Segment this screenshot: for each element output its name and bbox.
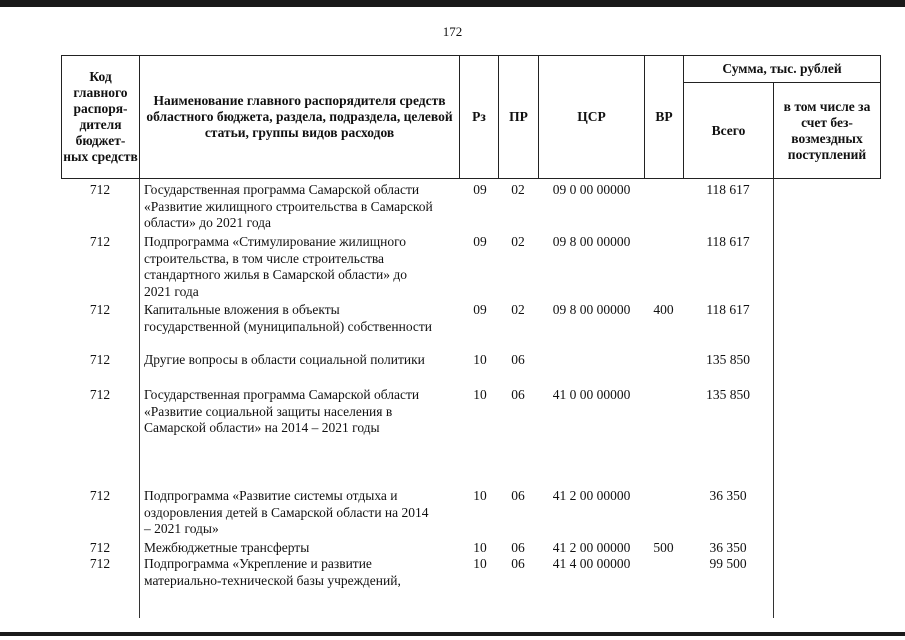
cell-name: Подпрограмма «Стимулирование жилищного строительства, в том числе строительства стандартного жилья в Самарской области» до 2021 года xyxy=(144,234,407,299)
cell-name: Межбюджетные трансферты xyxy=(144,540,310,555)
cell-pr: 06 xyxy=(511,488,525,503)
header-total: Всего xyxy=(711,122,746,138)
cell-name: Другие вопросы в области социальной политики xyxy=(144,352,425,367)
bottom-border xyxy=(0,632,905,636)
cell-total: 99 500 xyxy=(709,556,747,571)
code-name-divider xyxy=(139,179,140,618)
cell-csr: 41 4 00 00000 xyxy=(552,556,631,571)
cell-pr: 06 xyxy=(511,387,525,402)
cell-pr: 06 xyxy=(511,540,525,555)
page-number: 172 xyxy=(442,24,463,39)
cell-pr: 02 xyxy=(511,302,525,317)
cell-rz: 10 xyxy=(473,488,487,503)
cell-csr: 41 2 00 00000 xyxy=(552,488,631,503)
cell-total: 36 350 xyxy=(709,540,747,555)
header-vr: ВР xyxy=(655,108,673,124)
cell-total: 118 617 xyxy=(706,234,750,249)
cell-total: 135 850 xyxy=(706,387,750,402)
top-border xyxy=(0,0,905,7)
cell-rz: 10 xyxy=(473,540,487,555)
cell-code: 712 xyxy=(89,234,111,249)
cell-code: 712 xyxy=(89,387,111,402)
header-rz: Рз xyxy=(472,108,486,124)
cell-pr: 06 xyxy=(511,556,525,571)
header-free: в том числе за счет без- возмездных поступлений xyxy=(783,98,871,162)
cell-rz: 09 xyxy=(473,182,487,197)
cell-rz: 09 xyxy=(473,234,487,249)
header-name: Наименование главного распорядителя средств областного бюджета, раздела, подраздела, целевой статьи, группы видов расходов xyxy=(146,92,453,140)
total-free-divider xyxy=(773,179,774,618)
cell-vr: 500 xyxy=(653,540,674,555)
cell-code: 712 xyxy=(89,556,111,571)
cell-name: Подпрограмма «Укрепление и развитие материально-технической базы учреждений, xyxy=(144,556,401,588)
cell-total: 118 617 xyxy=(706,182,750,197)
cell-rz: 10 xyxy=(473,556,487,571)
cell-csr: 41 0 00 00000 xyxy=(552,387,631,402)
cell-rz: 10 xyxy=(473,387,487,402)
cell-vr: 400 xyxy=(653,302,674,317)
cell-csr: 09 0 00 00000 xyxy=(552,182,631,197)
cell-pr: 06 xyxy=(511,352,525,367)
cell-name: Капитальные вложения в объекты государственной (муниципальной) собственности xyxy=(144,302,433,334)
cell-code: 712 xyxy=(89,540,111,555)
header-pr: ПР xyxy=(509,108,528,124)
cell-name: Государственная программа Самарской области «Развитие социальной защиты населения в Самарской области» на 2014 – 2021 годы xyxy=(144,387,420,435)
header-csr: ЦСР xyxy=(577,108,606,124)
cell-rz: 10 xyxy=(473,352,487,367)
header-code: Код главного распоря- дителя бюджет- ных средств xyxy=(63,68,138,164)
cell-code: 712 xyxy=(89,182,111,197)
cell-code: 712 xyxy=(89,302,111,317)
cell-code: 712 xyxy=(89,488,111,503)
cell-code: 712 xyxy=(89,352,111,367)
cell-csr: 09 8 00 00000 xyxy=(552,234,631,249)
cell-csr: 09 8 00 00000 xyxy=(552,302,631,317)
cell-total: 135 850 xyxy=(706,352,750,367)
table-header xyxy=(61,55,881,179)
cell-total: 118 617 xyxy=(706,302,750,317)
cell-csr: 41 2 00 00000 xyxy=(552,540,631,555)
header-sum: Сумма, тыс. рублей xyxy=(722,60,842,76)
cell-name: Государственная программа Самарской области «Развитие жилищного строительства в Самарской области» до 2021 года xyxy=(144,182,433,230)
cell-total: 36 350 xyxy=(709,488,747,503)
cell-rz: 09 xyxy=(473,302,487,317)
cell-pr: 02 xyxy=(511,182,525,197)
cell-name: Подпрограмма «Развитие системы отдыха и оздоровления детей в Самарской области на 2014 – 2021 годы» xyxy=(144,488,429,536)
cell-pr: 02 xyxy=(511,234,525,249)
